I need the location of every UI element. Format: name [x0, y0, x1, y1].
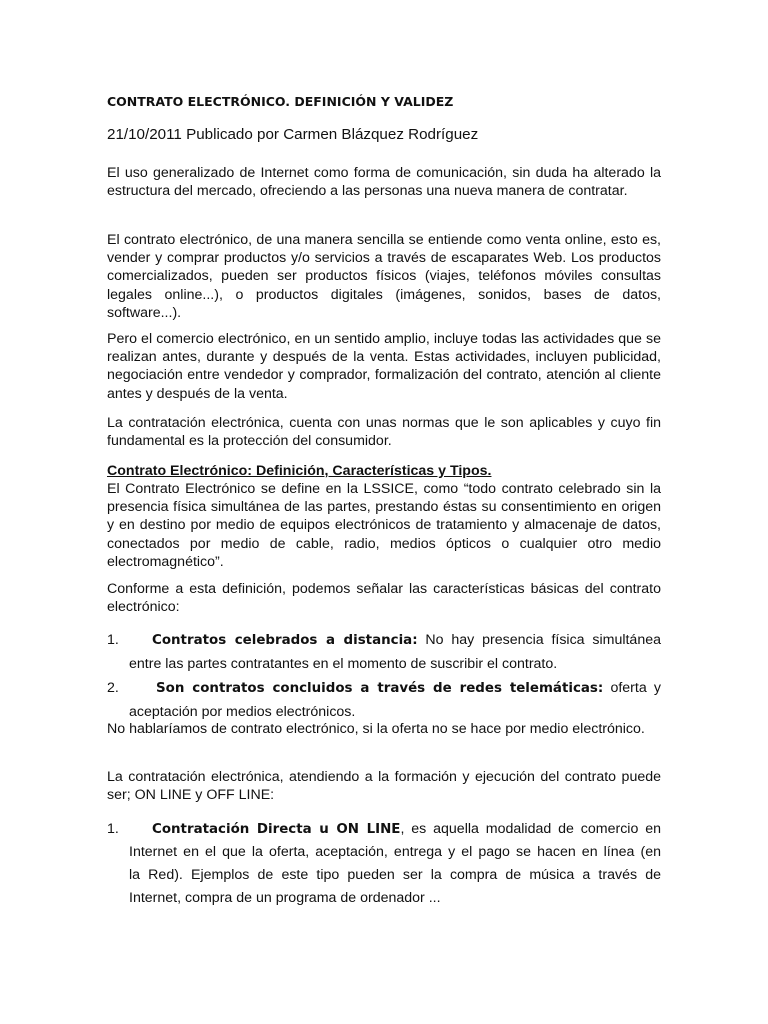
list-item-bold: Contratación Directa u ON LINE: [152, 822, 401, 837]
list-item-text: , es aquella modalidad de comercio en: [400, 821, 661, 837]
list-item: [107, 821, 661, 913]
list-item-continuation: aceptación por medios electrónicos.: [129, 704, 356, 720]
paragraph-3: Pero el comercio electrónico, en un sentido amplio, incluye todas las actividades que se realizan antes, durante y después de la venta. Estas actividades, incluyen publicidad, negociación entre vendedor y comprador, formalización del contrato, atención al cliente antes y después de la venta.: [107, 331, 661, 402]
paragraph-2: El contrato electrónico, de una manera sencilla se entiende como venta online, esto es, vender y comprar productos y/o servicios a través de escaparates Web. Los productos comercializados, pueden ser productos físicos (viajes, teléfonos móviles consultas legales online...), o productos digitales (imágenes, sonidos, bases de datos, software...).: [107, 232, 661, 321]
definition-paragraph: El Contrato Electrónico se define en la LSSICE, como “todo contrato celebrado sin la presencia física simultánea de las partes, prestando éstas su consentimiento en origen y en destino por medio de equipos electrónicos de tratamiento y almacenaje de datos, conectados por medio de cable, radio, medios ópticos o cualquier otro medio electromagnético”.: [107, 481, 661, 570]
list-item: [107, 632, 661, 676]
list-number: 1.: [107, 821, 119, 837]
characteristics-intro: Conforme a esta definición, podemos señalar las características básicas del contrato electrónico:: [107, 581, 661, 616]
list-item: [107, 680, 661, 724]
list-item-text: oferta y: [610, 680, 661, 696]
list-number: 1.: [107, 632, 119, 648]
list-item-line: [156, 680, 661, 696]
list-item-continuation: la Red). Ejemplos de este tipo pueden ser la compra de música a través de: [129, 867, 661, 883]
formation-intro: La contratación electrónica, atendiendo a la formación y ejecución del contrato puede ser; ON LINE y OFF LINE:: [107, 769, 661, 804]
list-item-bold: Contratos celebrados a distancia:: [152, 633, 418, 648]
list-item-bold: Son contratos concluidos a través de redes telemáticas:: [156, 681, 604, 696]
list-item-line: [152, 632, 661, 648]
list-item-continuation: Internet en el que la oferta, aceptación, entrega y el pago se hacen en línea (en: [129, 844, 661, 860]
list-item-text: No hay presencia física simultánea: [425, 632, 661, 648]
after-list-paragraph: No hablaríamos de contrato electrónico, si la oferta no se hace por medio electrónico.: [107, 721, 645, 737]
list-item-line: [152, 821, 661, 837]
section-heading: Contrato Electrónico: Definición, Características y Tipos.: [107, 463, 492, 479]
list-item-continuation: Internet, compra de un programa de ordenador ...: [129, 890, 441, 906]
document-title: CONTRATO ELECTRÓNICO. DEFINICIÓN Y VALIDEZ: [107, 94, 454, 109]
list-number: 2.: [107, 680, 119, 696]
paragraph-4: La contratación electrónica, cuenta con unas normas que le son aplicables y cuyo fin fundamental es la protección del consumidor.: [107, 415, 661, 450]
list-item-continuation: entre las partes contratantes en el momento de suscribir el contrato.: [129, 656, 558, 672]
paragraph-1: El uso generalizado de Internet como forma de comunicación, sin duda ha alterado la estructura del mercado, ofreciendo a las personas una nueva manera de contratar.: [107, 165, 661, 200]
byline: 21/10/2011 Publicado por Carmen Blázquez Rodríguez: [107, 126, 479, 143]
